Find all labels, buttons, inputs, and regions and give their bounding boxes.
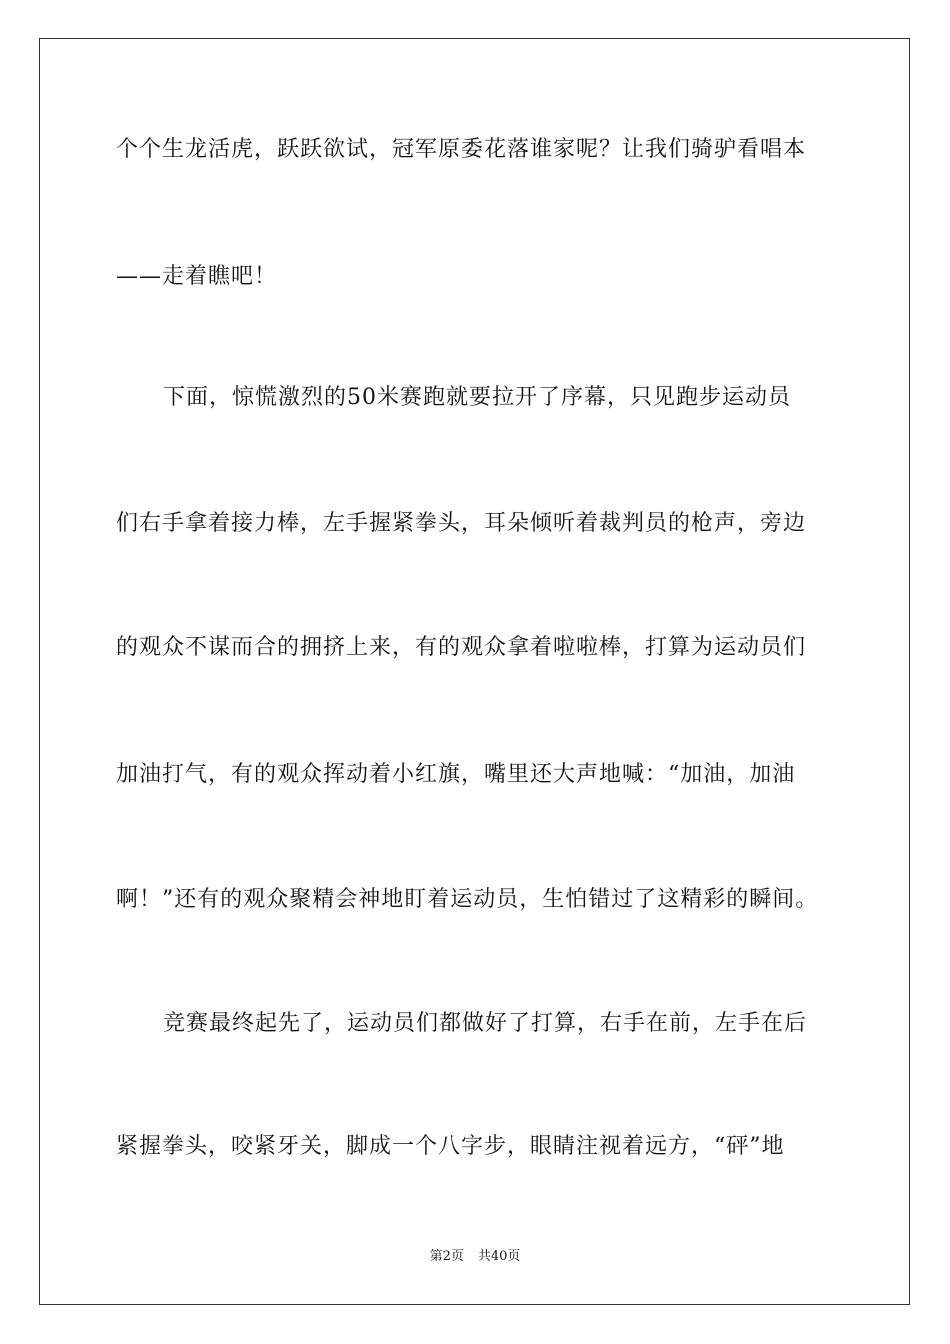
text-line: 啊！”还有的观众聚精会神地盯着运动员，生怕错过了这精彩的瞬间。 bbox=[116, 887, 819, 912]
text-line: 的观众不谋而合的拥挤上来，有的观众拿着啦啦棒，打算为运动员们 bbox=[116, 635, 807, 660]
text-line: 个个生龙活虎，跃跃欲试，冠军原委花落谁家呢？让我们骑驴看唱本 bbox=[116, 137, 807, 162]
page-number: 第2页 bbox=[429, 1249, 464, 1264]
text-line: 们右手拿着接力棒，左手握紧拳头，耳朵倾听着裁判员的枪声，旁边 bbox=[116, 511, 807, 536]
paragraph-first-line: 下面，惊慌激烈的50米赛跑就要拉开了序幕，只见跑步运动员 bbox=[163, 385, 791, 410]
text-line: 紧握拳头，咬紧牙关，脚成一个八字步，眼睛注视着远方，“砰”地 bbox=[116, 1134, 785, 1159]
page-frame bbox=[39, 38, 910, 1305]
page-footer bbox=[0, 1248, 950, 1266]
text-line: 加油打气，有的观众挥动着小红旗，嘴里还大声地喊：“加油，加油 bbox=[116, 762, 796, 787]
paragraph-first-line: 竞赛最终起先了，运动员们都做好了打算，右手在前，左手在后 bbox=[163, 1011, 808, 1036]
text-line: ——走着瞧吧！ bbox=[116, 264, 278, 289]
page-total: 共40页 bbox=[477, 1249, 521, 1264]
